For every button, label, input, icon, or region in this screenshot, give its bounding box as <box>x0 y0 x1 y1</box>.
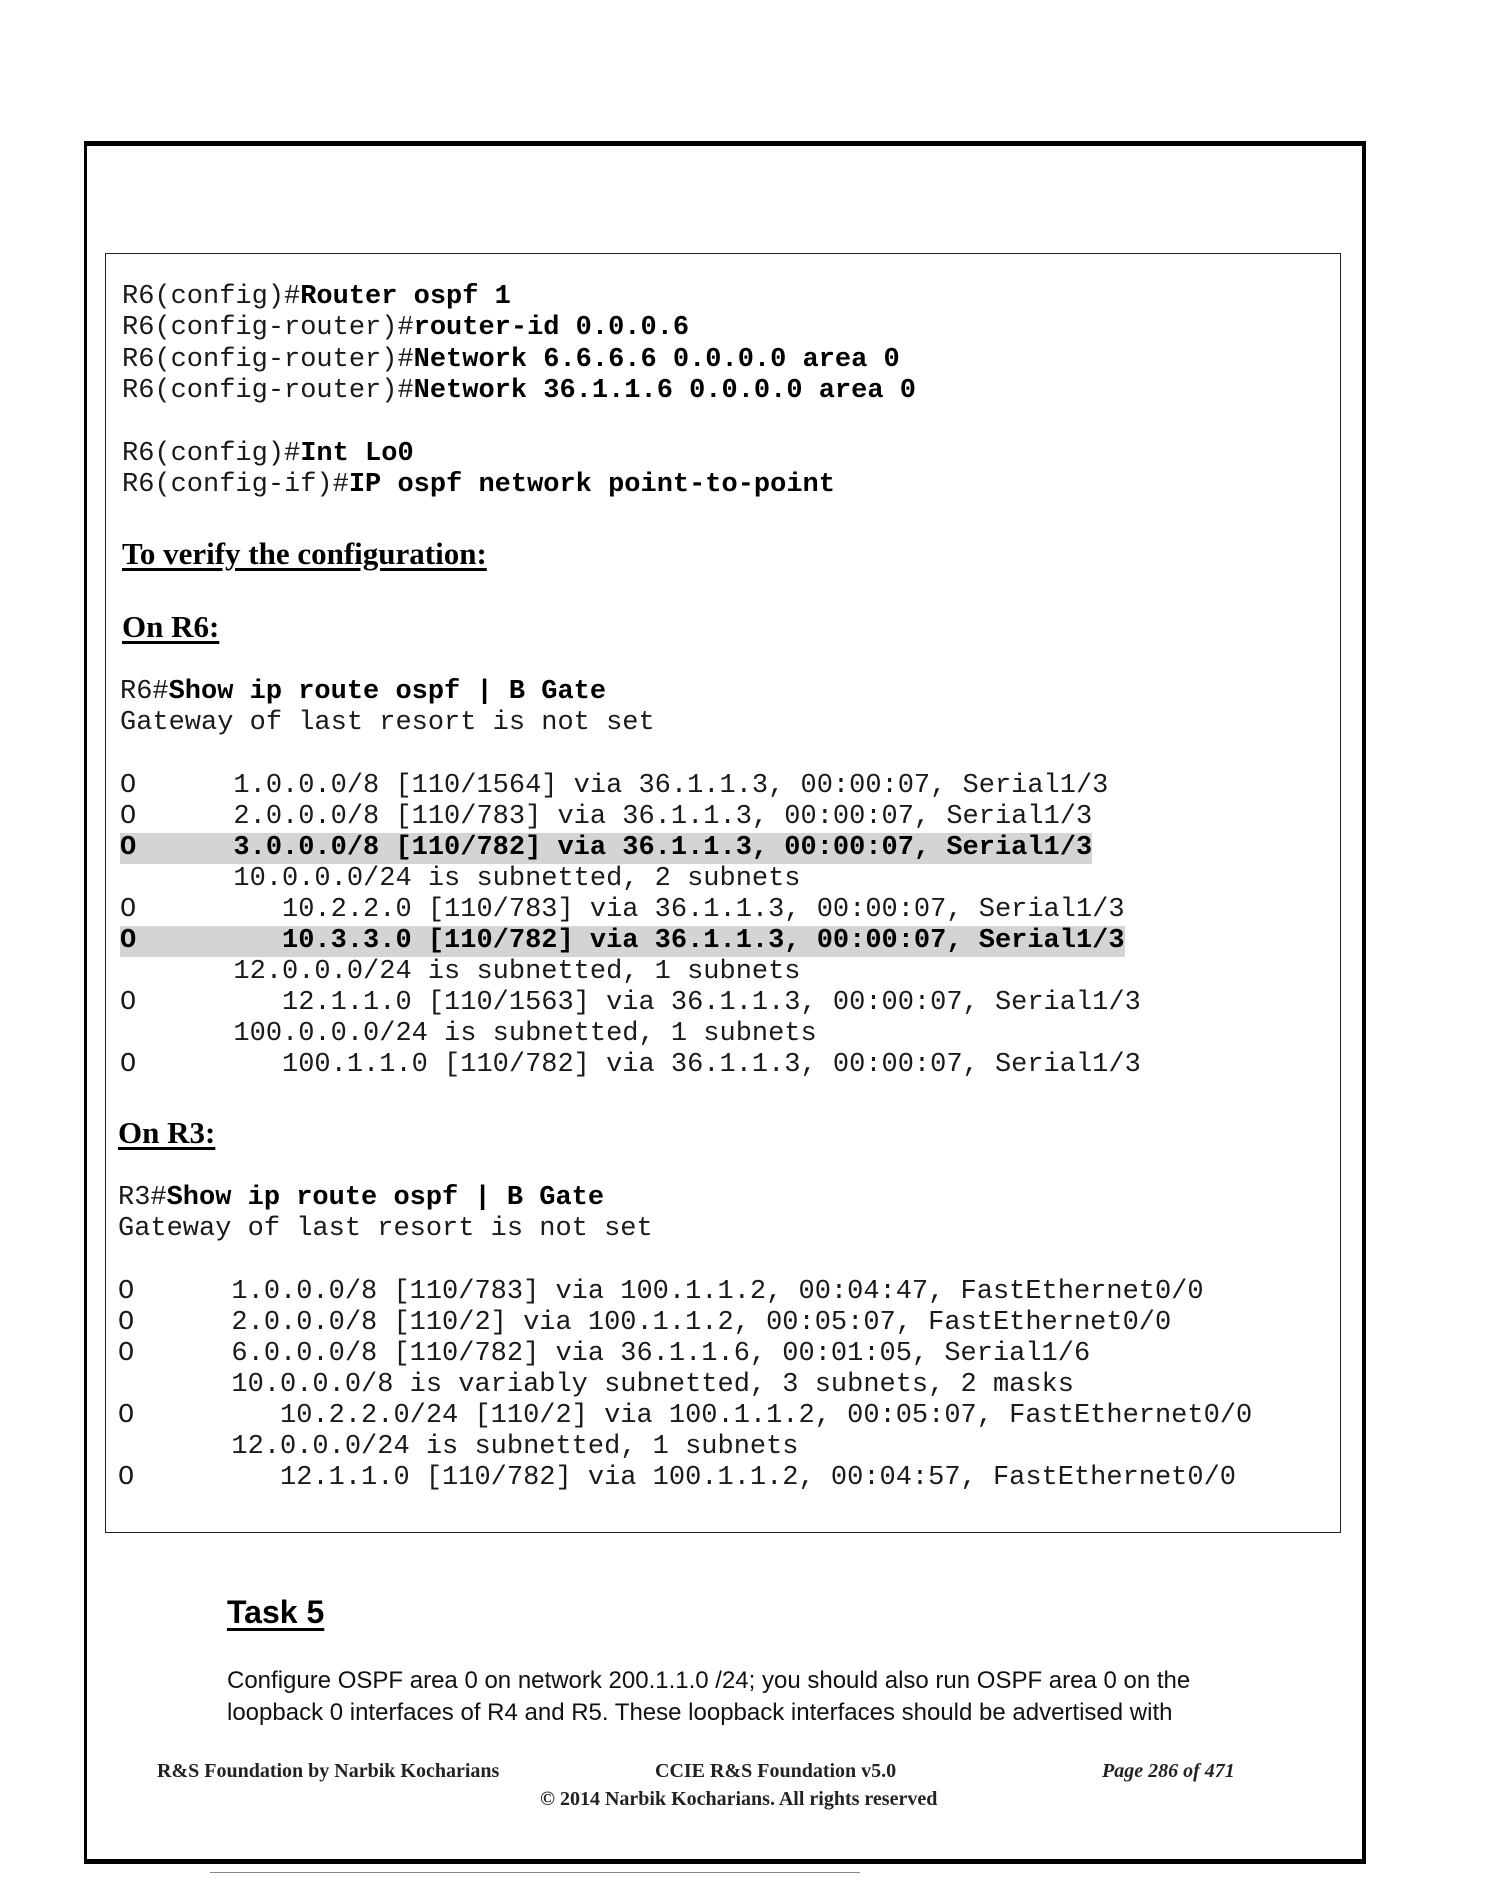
config-line: R6(config-router)#Network 6.6.6.6 0.0.0.0 area 0 <box>122 345 900 375</box>
route-line: O 6.0.0.0/8 [110/782] via 36.1.1.6, 00:01:05, Serial1/6 <box>118 1339 1091 1369</box>
route-line: 12.0.0.0/24 is subnetted, 1 subnets <box>120 957 801 987</box>
route-line: O 2.0.0.0/8 [110/783] via 36.1.1.3, 00:00:07, Serial1/3 <box>120 802 1093 832</box>
route-line: 12.0.0.0/24 is subnetted, 1 subnets <box>118 1432 799 1462</box>
footer-page-number: Page 286 of 471 <box>1102 1760 1235 1782</box>
footer-copyright: © 2014 Narbik Kocharians. All rights reserved <box>540 1788 938 1810</box>
route-line: O 10.2.2.0 [110/783] via 36.1.1.3, 00:00:07, Serial1/3 <box>120 895 1125 925</box>
route-line: O 10.2.2.0/24 [110/2] via 100.1.1.2, 00:05:07, FastEthernet0/0 <box>118 1401 1253 1431</box>
task-title: Task 5 <box>227 1594 325 1630</box>
route-line: O 1.0.0.0/8 [110/783] via 100.1.1.2, 00:04:47, FastEthernet0/0 <box>118 1277 1204 1307</box>
route-line: O 100.1.1.0 [110/782] via 36.1.1.3, 00:00:07, Serial1/3 <box>120 1050 1141 1080</box>
config-line: R6(config-router)#router-id 0.0.0.6 <box>122 313 690 343</box>
verify-heading: To verify the configuration: <box>122 536 487 571</box>
footer-author: R&S Foundation by Narbik Kocharians <box>157 1760 500 1782</box>
config-line: R6(config)#Router ospf 1 <box>122 282 511 312</box>
config-line: R6(config)#Int Lo0 <box>122 439 414 469</box>
config-line: R6(config-router)#Network 36.1.1.6 0.0.0.0 area 0 <box>122 376 916 406</box>
route-line: 10.0.0.0/8 is variably subnetted, 3 subnets, 2 masks <box>118 1370 1074 1400</box>
route-line: O 12.1.1.0 [110/1563] via 36.1.1.3, 00:00:07, Serial1/3 <box>120 988 1141 1018</box>
r3-command: R3#Show ip route ospf | B Gate <box>118 1183 605 1213</box>
r6-gateway: Gateway of last resort is not set <box>120 708 655 738</box>
task-text-line: Configure OSPF area 0 on network 200.1.1.0 /24; you should also run OSPF area 0 on the <box>227 1667 1191 1694</box>
route-line-highlighted: O 10.3.3.0 [110/782] via 36.1.1.3, 00:00:07, Serial1/3 <box>120 926 1125 956</box>
r3-gateway: Gateway of last resort is not set <box>118 1214 653 1244</box>
route-line: 100.0.0.0/24 is subnetted, 1 subnets <box>120 1019 817 1049</box>
scan-artifact-line <box>210 1872 860 1873</box>
on-r6-heading: On R6: <box>122 609 220 644</box>
route-line-highlighted: O 3.0.0.0/8 [110/782] via 36.1.1.3, 00:00:07, Serial1/3 <box>120 833 1093 863</box>
route-line: O 1.0.0.0/8 [110/1564] via 36.1.1.3, 00:00:07, Serial1/3 <box>120 771 1109 801</box>
r6-command: R6#Show ip route ospf | B Gate <box>120 677 607 707</box>
task-text-line: loopback 0 interfaces of R4 and R5. These loopback interfaces should be advertised with <box>227 1699 1173 1726</box>
route-line: 10.0.0.0/24 is subnetted, 2 subnets <box>120 864 801 894</box>
route-line: O 12.1.1.0 [110/782] via 100.1.1.2, 00:04:57, FastEthernet0/0 <box>118 1463 1236 1493</box>
on-r3-heading: On R3: <box>118 1115 216 1150</box>
route-line: O 2.0.0.0/8 [110/2] via 100.1.1.2, 00:05:07, FastEthernet0/0 <box>118 1308 1172 1338</box>
config-line: R6(config-if)#IP ospf network point-to-point <box>122 470 835 500</box>
footer-book-title: CCIE R&S Foundation v5.0 <box>655 1760 897 1782</box>
